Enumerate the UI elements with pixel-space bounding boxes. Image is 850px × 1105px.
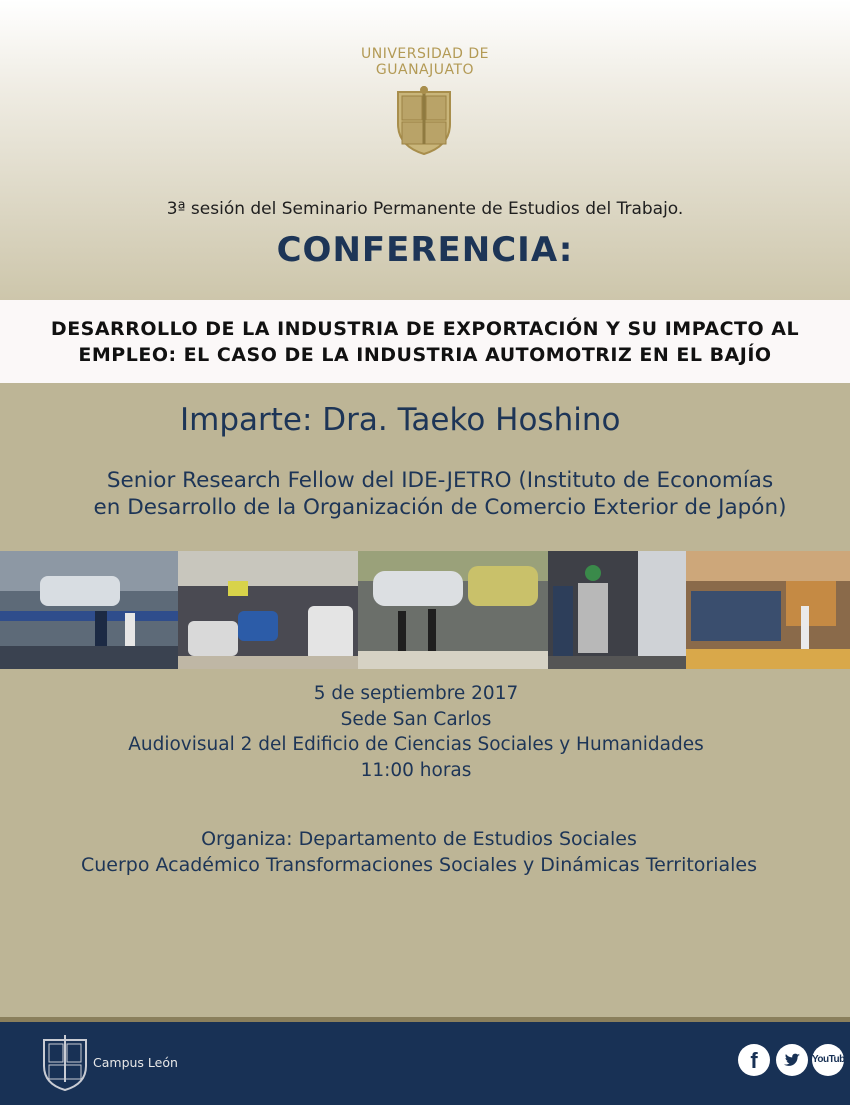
university-name-line1: UNIVERSIDAD DE [361, 46, 489, 62]
affiliation-line1: Senior Research Fellow del IDE-JETRO (Instituto de Economías [106, 468, 774, 493]
organizers [0, 827, 838, 878]
event-room: Audiovisual 2 del Edificio de Ciencias Sociales y Humanidades [128, 734, 704, 755]
conference-title-line2: EMPLEO: EL CASO DE LA INDUSTRIA AUTOMOTRIZ EN EL BAJÍO [78, 344, 772, 366]
event-details [0, 681, 832, 783]
speaker-affiliation [0, 467, 850, 521]
campus-label: Campus León [93, 1055, 178, 1070]
automotive-assembly-photo-4 [548, 551, 686, 669]
automotive-assembly-photo-5 [686, 551, 850, 669]
footer-bar [0, 1017, 850, 1105]
speaker-name: Imparte: Dra. Taeko Hoshino [180, 402, 621, 438]
university-name-line2: GUANAJUATO [375, 62, 475, 78]
conference-title [0, 316, 850, 368]
university-name [0, 46, 850, 78]
event-date: 5 de septiembre 2017 [313, 683, 519, 704]
session-subtitle: 3ª sesión del Seminario Permanente de Estudios del Trabajo. [166, 199, 684, 219]
twitter-icon[interactable] [776, 1044, 808, 1076]
affiliation-line2: en Desarrollo de la Organización de Comercio Exterior de Japón) [93, 495, 787, 520]
conference-title-line1: DESARROLLO DE LA INDUSTRIA DE EXPORTACIÓN Y SU IMPACTO AL [50, 318, 800, 340]
automotive-assembly-photo-1 [0, 551, 178, 669]
facebook-icon[interactable]: f [738, 1044, 770, 1076]
youtube-icon[interactable]: YouTube [812, 1044, 844, 1076]
footer-crest-icon [40, 1034, 90, 1092]
photo-strip [0, 551, 850, 669]
university-crest-icon [392, 84, 456, 156]
event-venue: Sede San Carlos [340, 708, 492, 730]
automotive-assembly-photo-3 [358, 551, 548, 669]
event-type-heading: CONFERENCIA: [276, 230, 574, 270]
automotive-assembly-photo-2 [178, 551, 358, 669]
organizer-line1: Organiza: Departamento de Estudios Sociales [201, 828, 637, 850]
organizer-line2: Cuerpo Académico Transformaciones Sociales y Dinámicas Territoriales [80, 853, 758, 876]
event-time: 11:00 horas [360, 759, 472, 781]
